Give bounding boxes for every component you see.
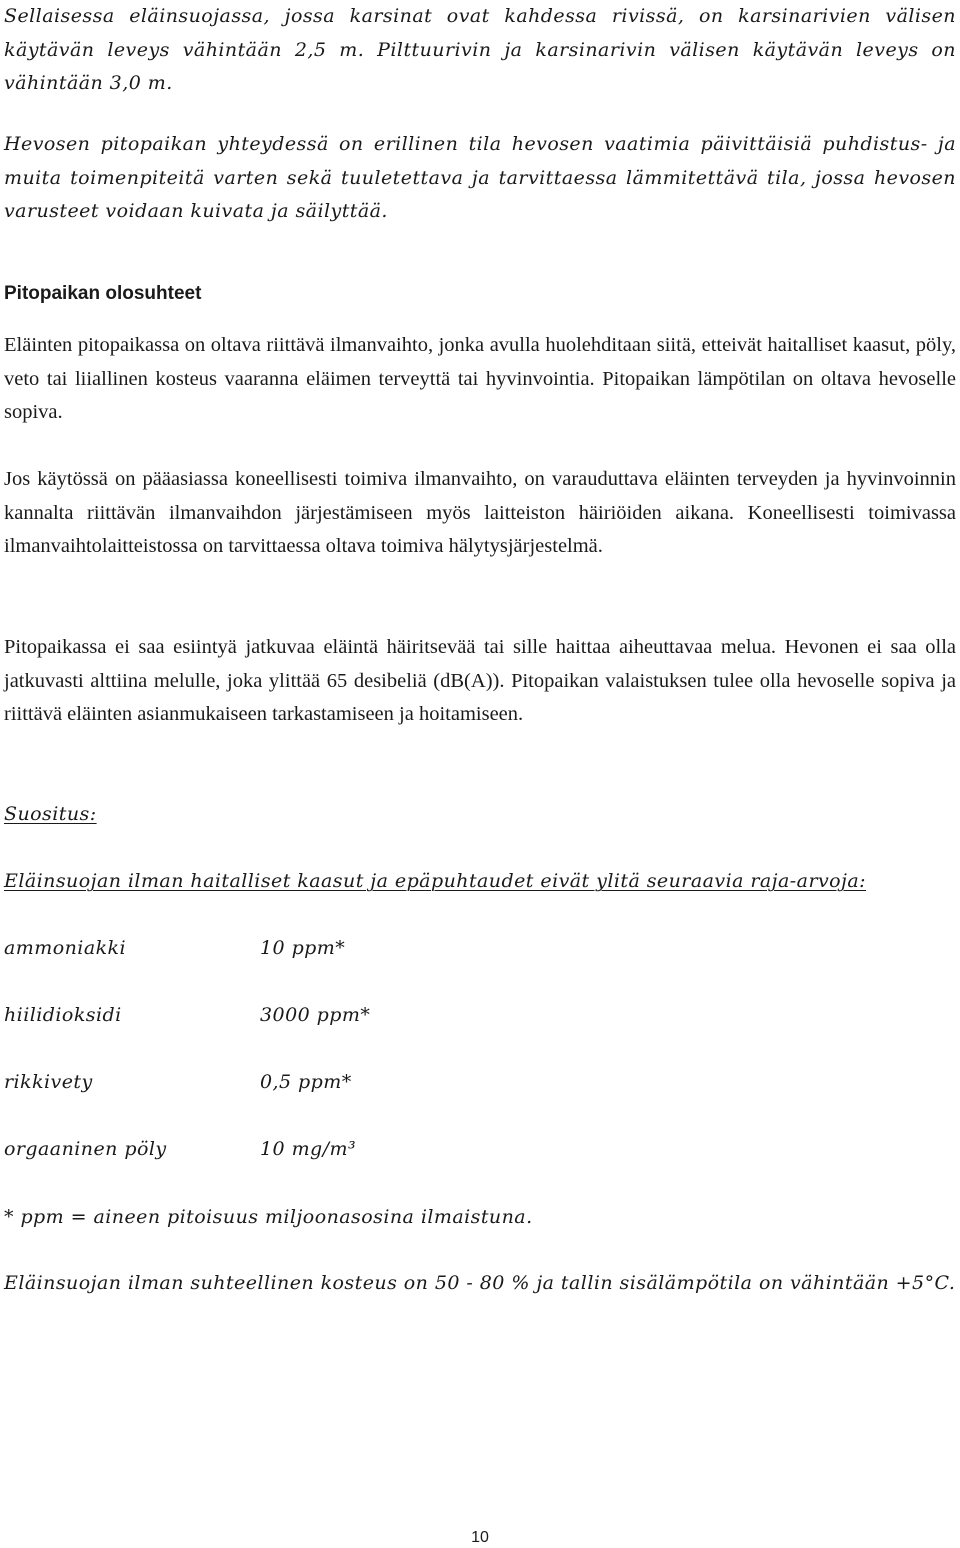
paragraph-noise-lighting: Pitopaikassa ei saa esiintyä jatkuvaa eläintä häiritsevää tai sille haittaa aiheuttavaa melua. Hevonen ei saa olla jatkuvasti alttiina melulle, joka ylittää 65 desibeliä (dB(A)). Pitopaikan valaistuksen tulee olla hevoselle sopiva ja riittävä eläinten asianmukaiseen tarkastamiseen ja hoitamiseen. bbox=[4, 636, 956, 725]
recommendation-label: Suositus: bbox=[4, 803, 97, 825]
limit-row bbox=[4, 1133, 704, 1200]
limit-name: hiilidioksidi bbox=[4, 1004, 122, 1026]
document-page bbox=[4, 0, 956, 1548]
paragraph-corridor-width: Sellaisessa eläinsuojassa, jossa karsinat ovat kahdessa rivissä, on karsinarivien välisen käytävän leveys vähintään 2,5 m. Pilttuurivin ja karsinarivin välisen käytävän leveys on vähintään 3,0 m. bbox=[4, 5, 956, 94]
recommendation-intro: Eläinsuojan ilman haitalliset kaasut ja epäpuhtaudet eivät ylitä seuraavia raja-arvoja: bbox=[4, 870, 867, 892]
paragraph-humidity-temperature: Eläinsuojan ilman suhteellinen kosteus on 50 - 80 % ja tallin sisälämpötila on vähintään +5°C. bbox=[4, 1272, 956, 1294]
limit-row bbox=[4, 1066, 704, 1133]
limit-value: 3000 ppm* bbox=[260, 1004, 371, 1026]
limit-name: ammoniakki bbox=[4, 937, 127, 959]
limit-values-list bbox=[4, 932, 704, 1200]
ppm-footnote: * ppm = aineen pitoisuus miljoonasosina ilmaistuna. bbox=[4, 1206, 533, 1228]
section-heading: Pitopaikan olosuhteet bbox=[4, 283, 202, 304]
limit-value: 0,5 ppm* bbox=[260, 1071, 352, 1093]
limit-row bbox=[4, 999, 704, 1066]
paragraph-care-space: Hevosen pitopaikan yhteydessä on erillinen tila hevosen vaatimia päivittäisiä puhdistus- ja muita toimenpiteitä varten sekä tuuletettava ja tarvittaessa lämmitettävä tila, jossa hevosen varusteet voidaan kuivata ja säilyttää. bbox=[4, 133, 956, 222]
limit-name: rikkivety bbox=[4, 1071, 93, 1093]
paragraph-ventilation: Eläinten pitopaikassa on oltava riittävä ilmanvaihto, jonka avulla huolehditaan siitä, etteivät haitalliset kaasut, pöly, veto tai liiallinen kosteus vaaranna eläimen terveyttä tai hyvinvointia. Pitopaikan lämpötilan on oltava hevoselle sopiva. bbox=[4, 334, 956, 423]
limit-name: orgaaninen pöly bbox=[4, 1138, 167, 1160]
limit-row bbox=[4, 932, 704, 999]
page-number: 10 bbox=[471, 1529, 489, 1546]
paragraph-mechanical-ventilation: Jos käytössä on pääasiassa koneellisesti toimiva ilmanvaihto, on varauduttava eläinten terveyden ja hyvinvoinnin kannalta riittävän ilmanvaihdon järjestämiseen myös laitteiston häiriöiden aikana. Koneellisesti toimivassa ilmanvaihtolaitteistossa on tarvittaessa oltava toimiva hälytysjärjestelmä. bbox=[4, 468, 956, 557]
limit-value: 10 ppm* bbox=[260, 937, 346, 959]
limit-value: 10 mg/m³ bbox=[260, 1138, 357, 1160]
